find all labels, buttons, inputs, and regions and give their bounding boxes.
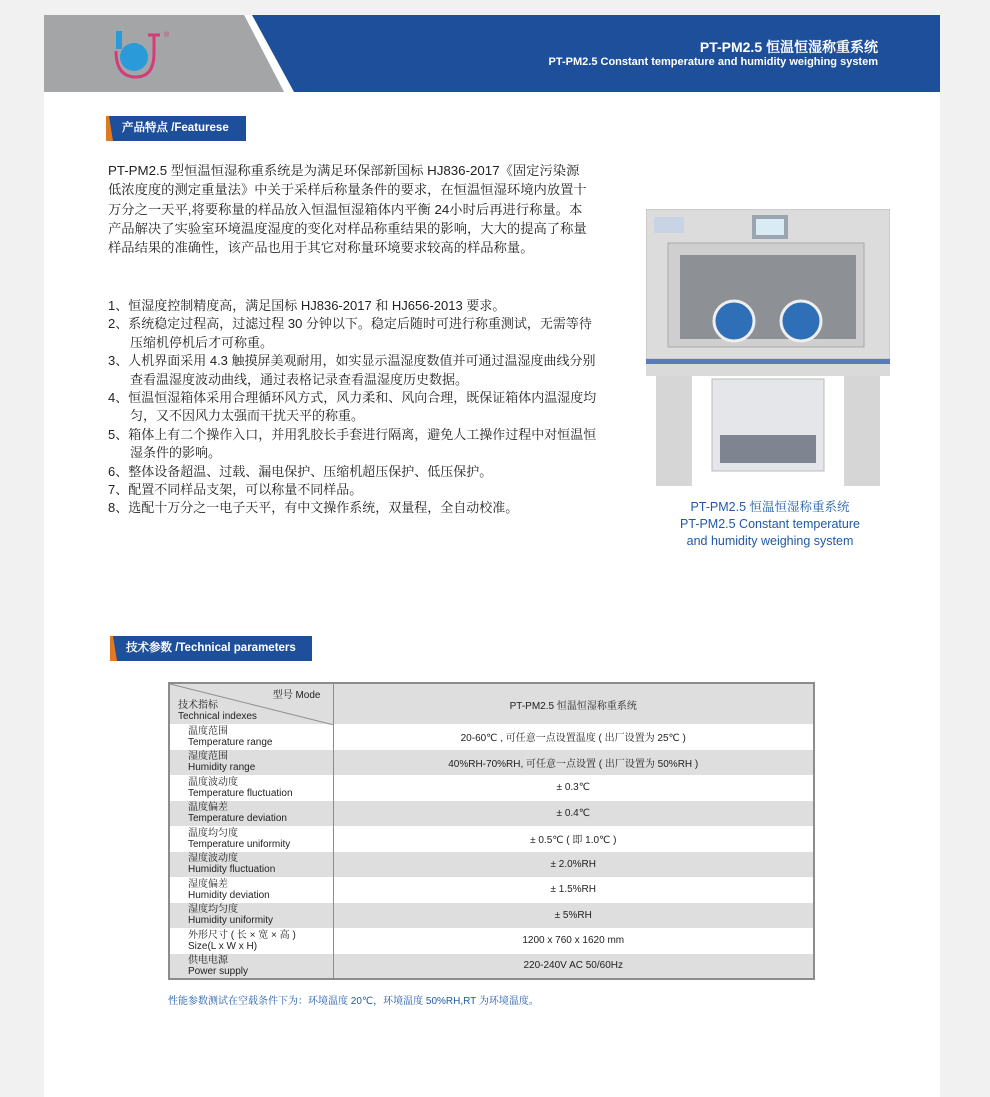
header-banner [44, 15, 940, 92]
table-row [169, 954, 814, 980]
param-value: ± 2.0%RH [333, 852, 814, 878]
param-label: 外形尺寸 ( 长 × 宽 × 高 ) Size(L x W x H) [169, 928, 333, 954]
brochure-page [44, 15, 940, 1097]
param-label: 供电电源 Power supply [169, 954, 333, 980]
param-label: 湿度范围 Humidity range [169, 750, 333, 776]
list-item: 8、选配十万分之一电子天平，有中文操作系统，双量程，全自动校准。 [108, 500, 519, 516]
params-note: 性能参数测试在空载条件下为：环境温度 20℃，环境温度 50%RH,RT 为环境温度。 [168, 996, 539, 1007]
list-item: 7、配置不同样品支架，可以称量不同样品。 [108, 482, 363, 498]
list-item: 6、整体设备超温、过载、漏电保护、压缩机超压保护、低压保护。 [108, 463, 493, 479]
list-item: 3、人机界面采用 4.3 触摸屏美观耐用，如实显示温湿度数值并可通过温湿度曲线分别查看温湿度波动曲线，通过表格记录查看温湿度历史数据。 [108, 353, 596, 387]
param-label: 温度波动度 Temperature fluctuation [169, 775, 333, 801]
features-heading: 产品特点 /Featurese [106, 116, 246, 141]
table-row [169, 775, 814, 801]
svg-text:®: ® [164, 32, 170, 39]
list-item: 5、箱体上有二个操作入口，并用乳胶长手套进行隔离，避免人工操作过程中对恒温恒湿条件的影响。 [108, 426, 597, 461]
table-row [169, 928, 814, 954]
param-value: 220-240V AC 50/60Hz [333, 954, 814, 980]
param-label: 温度范围 Temperature range [169, 724, 333, 750]
param-value: ± 0.3℃ [333, 775, 814, 801]
table-row [169, 750, 814, 776]
table-row [169, 877, 814, 903]
params-heading: 技术参数 /Technical parameters [110, 636, 312, 661]
features-intro: PT-PM2.5 型恒温恒湿称重系统是为满足环保部新国标 HJ836-2017《固定污染源低浓度度的测定重量法》中关于采样后称量条件的要求，在恒温恒湿环境内放置十万分之一天平,将要称量的样品放入恒温恒湿箱体内平衡 24小时后再进行称量。本产品解决了实验室环境温度湿度的变化对样品称重结果的影响，大大的提高了称量样品结果的准确性，该产品也用于其它对称量环境要求较高的样品称量。 [108, 163, 587, 256]
table-row [169, 852, 814, 878]
param-value: 40%RH-70%RH, 可任意一点设置 ( 出厂设置为 50%RH ) [333, 750, 814, 776]
header-subtitle: PT-PM2.5 Constant temperature and humidity weighing system [548, 56, 878, 68]
technical-parameters-table [168, 682, 815, 980]
table-header-row: 型号 Mode 技术指标 Technical indexes PT-PM2.5 恒温恒湿称重系统 [169, 683, 814, 724]
list-item: 4、恒温恒湿箱体采用合理循环风方式，风力柔和、风向合理，既保证箱体内温湿度均匀，又不因风力太强而干扰天平的称重。 [108, 390, 597, 424]
param-label: 温度偏差 Temperature deviation [169, 801, 333, 827]
param-value: ± 5%RH [333, 903, 814, 929]
features-list [108, 297, 598, 518]
table-row [169, 801, 814, 827]
table-row [169, 826, 814, 852]
table-row [169, 724, 814, 750]
brand-logo-icon [106, 27, 176, 83]
param-value: 1200 x 760 x 1620 mm [333, 928, 814, 954]
model-name: PT-PM2.5 恒温恒湿称重系统 [333, 683, 814, 724]
product-photo [646, 209, 890, 491]
param-label: 温度均匀度 Temperature uniformity [169, 826, 333, 852]
table-row [169, 903, 814, 929]
list-item: 2、系统稳定过程高，过滤过程 30 分钟以下。稳定后随时可进行称重测试，无需等待压缩机停机后才可称重。 [108, 316, 592, 350]
header-title: PT-PM2.5 恒温恒湿称重系统 [699, 39, 878, 55]
param-value: ± 1.5%RH [333, 877, 814, 903]
list-item: 1、恒湿度控制精度高，满足国标 HJ836-2017 和 HJ656-2013 要求。 [108, 298, 506, 313]
param-label: 湿度偏差 Humidity deviation [169, 877, 333, 903]
photo-caption: PT-PM2.5 恒温恒湿称重系统 PT-PM2.5 Constant temperature and humidity weighing system [680, 500, 860, 548]
param-label: 湿度波动度 Humidity fluctuation [169, 852, 333, 878]
param-value: ± 0.5℃ ( 即 1.0℃ ) [333, 826, 814, 852]
param-value: ± 0.4℃ [333, 801, 814, 827]
param-value: 20-60℃ , 可任意一点设置温度 ( 出厂设置为 25℃ ) [333, 724, 814, 750]
param-label: 湿度均匀度 Humidity uniformity [169, 903, 333, 929]
